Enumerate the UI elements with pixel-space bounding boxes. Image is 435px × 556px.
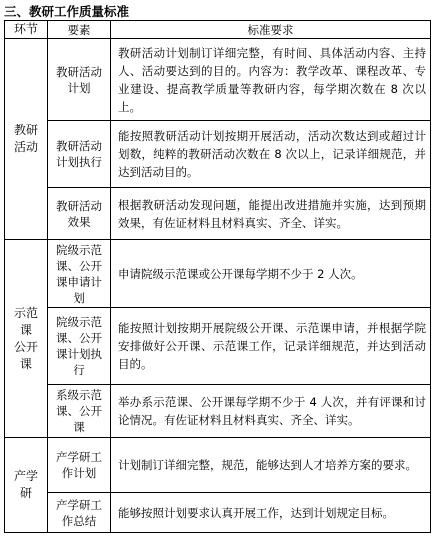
table-header-row [5, 21, 431, 39]
table-row [5, 438, 431, 493]
element-cell [48, 493, 111, 533]
stage-cell [5, 39, 48, 240]
table-row [5, 493, 431, 533]
element-label: 院级示范 课、公开 课申请计 划 [56, 242, 102, 305]
element-label: 院级示范 课、公开 课计划执 行 [56, 315, 102, 377]
requirement-cell: 能按照教研活动计划按期开展活动，活动次数达到或超过计划数，纯粹的教研活动次数在 8 次以上，记录详细规范，并达到活动目的。 [111, 121, 431, 188]
table-row [5, 385, 431, 438]
requirement-cell: 能按照计划按期开展院级公开课、示范课申请，并根据学院安排做好公开课、示范课工作，记录详细规范，并达到活动目的。 [111, 308, 431, 385]
element-cell [48, 39, 111, 121]
stage-label: 示范 课 公开 课 [13, 305, 38, 371]
requirement-cell: 申请院级示范课或公开课每学期不少于 2 人次。 [111, 240, 431, 308]
element-cell [48, 308, 111, 385]
element-cell [48, 385, 111, 438]
requirement-cell: 根据教研活动发现问题，能提出改进措施并实施，达到预期效果，有佐证材料且材料真实、齐全、详实。 [111, 188, 431, 240]
stage-label: 教研 活动 [13, 123, 38, 154]
element-cell [48, 438, 111, 493]
table-row [5, 240, 431, 308]
element-label: 教研活动 计划 [56, 64, 102, 95]
element-cell [48, 240, 111, 308]
requirement-cell: 能够按照计划要求认真开展工作，达到计划规定目标。 [111, 493, 431, 533]
stage-label: 产学 研 [13, 469, 38, 500]
table-row [5, 121, 431, 188]
header-stage: 环节 [5, 21, 48, 39]
standards-table [4, 20, 431, 533]
element-label: 产学研工 作总结 [56, 497, 102, 528]
header-requirement: 标准要求 [111, 21, 431, 39]
requirement-cell: 教研活动计划制订详细完整，有时间、具体活动内容、主持人、活动要达到的目的。内容为：教学改革、课程改革、专业建设、提高教学质量等教研内容，每学期次数在 8 次以上。 [111, 39, 431, 121]
header-element: 要素 [48, 21, 111, 39]
table-row [5, 188, 431, 240]
element-label: 系级示范 课、公开 课 [56, 388, 102, 434]
element-cell [48, 121, 111, 188]
section-title: 三、教研工作质量标准 [4, 4, 130, 19]
element-label: 教研活动 效果 [56, 198, 102, 229]
requirement-cell: 计划制订详细完整，规范，能够达到人才培养方案的要求。 [111, 438, 431, 493]
table-row [5, 308, 431, 385]
element-cell [48, 188, 111, 240]
element-label: 产学研工 作计划 [56, 450, 102, 480]
stage-cell [5, 240, 48, 438]
table-row [5, 39, 431, 121]
stage-cell [5, 438, 48, 533]
requirement-cell: 举办系示范课、公开课每学期不少于 4 人次，并有评课和讨论情况。有佐证材料且材料真实、齐全、详实。 [111, 385, 431, 438]
element-label: 教研活动 计划执行 [56, 139, 102, 169]
